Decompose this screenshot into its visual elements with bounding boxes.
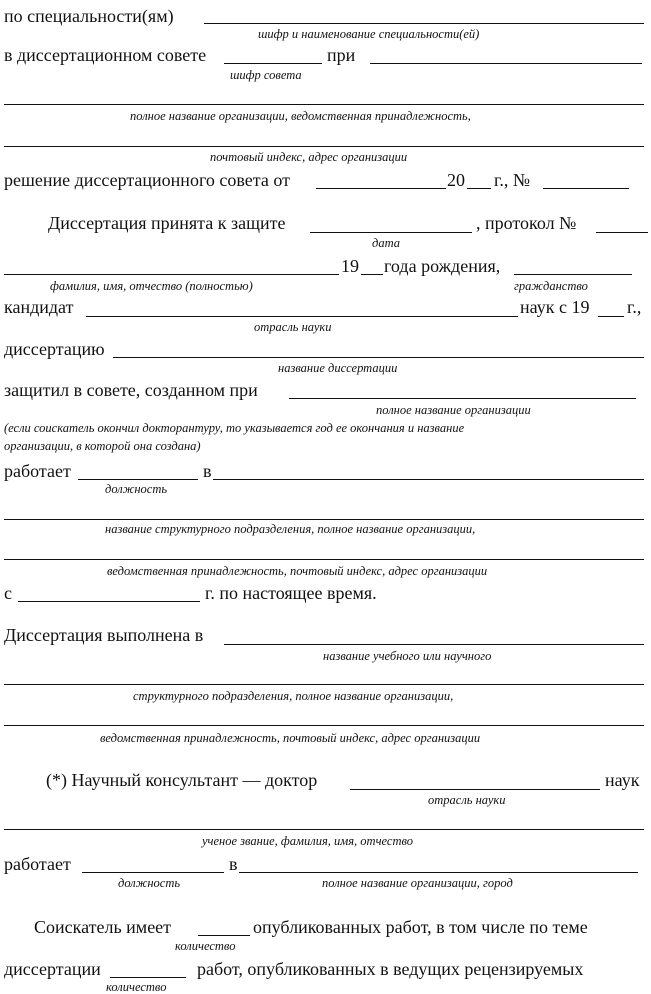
dept-address-field[interactable] bbox=[4, 559, 644, 560]
decision-label: решение диссертационного совета от bbox=[4, 170, 290, 190]
birth-year-field[interactable] bbox=[361, 274, 383, 275]
science-field[interactable] bbox=[86, 316, 518, 317]
consultant-position-caption: должность bbox=[118, 876, 181, 890]
consultant-org-caption: полное название организации, город bbox=[322, 876, 513, 890]
decision-year: 20 bbox=[447, 170, 465, 190]
consultant-science-field[interactable] bbox=[350, 789, 600, 790]
dept-caption: название структурного подразделения, полное название организации, bbox=[105, 522, 476, 536]
pub2-count-field[interactable] bbox=[110, 977, 186, 978]
accepted-date-field[interactable] bbox=[310, 232, 472, 233]
done-caption-1: название учебного или научного bbox=[323, 649, 492, 663]
birth-label: года рождения, bbox=[384, 256, 501, 276]
consultant-label: (*) Научный консультант — доктор bbox=[46, 770, 318, 790]
dissertation-label: диссертацию bbox=[4, 339, 105, 359]
consultant-science-caption: отрасль науки bbox=[428, 793, 506, 807]
decision-num: г., № bbox=[494, 170, 531, 190]
pub-label: Соискатель имеет bbox=[34, 917, 172, 937]
since-year-field[interactable] bbox=[18, 601, 200, 602]
done-caption-2: структурного подразделения, полное название организации, bbox=[133, 689, 454, 703]
dissertation-field[interactable] bbox=[113, 357, 644, 358]
qty-caption: количество bbox=[175, 939, 236, 953]
since-label: с bbox=[4, 583, 12, 603]
defended-label: защитил в совете, созданном при bbox=[4, 380, 258, 400]
council-caption: шифр совета bbox=[230, 68, 302, 82]
council-code-field[interactable] bbox=[224, 63, 322, 64]
works-org-field[interactable] bbox=[213, 479, 644, 480]
council-at: при bbox=[327, 45, 356, 65]
candidate-year-field[interactable] bbox=[598, 316, 624, 317]
decision-number-field[interactable] bbox=[543, 188, 629, 189]
consultant-works: работает bbox=[4, 854, 71, 874]
consultant-org-field[interactable] bbox=[239, 872, 638, 873]
consultant-name-field[interactable] bbox=[4, 829, 644, 830]
science-caption: отрасль науки bbox=[254, 320, 332, 334]
date-caption: дата bbox=[372, 236, 401, 250]
fio-field[interactable] bbox=[4, 274, 339, 275]
accepted-label: Диссертация принята к защите bbox=[48, 213, 286, 233]
council-label: в диссертационном совете bbox=[4, 45, 207, 65]
specialty-field[interactable] bbox=[204, 23, 644, 24]
note-line1: (если соискатель окончил докторантуру, то указывается год ее окончания и название bbox=[4, 421, 465, 435]
consultant-tail: наук bbox=[605, 770, 640, 790]
address-field[interactable] bbox=[4, 146, 644, 147]
org-field[interactable] bbox=[4, 104, 644, 105]
position-caption: должность bbox=[105, 482, 168, 496]
org-caption: полное название организации, ведомственная принадлежность, bbox=[130, 109, 471, 123]
consultant-name-caption: ученое звание, фамилия, имя, отчество bbox=[202, 834, 414, 848]
consultant-in: в bbox=[229, 854, 238, 874]
pub-count-field[interactable] bbox=[198, 935, 250, 936]
specialty-caption: шифр и наименование специальности(ей) bbox=[258, 27, 480, 41]
citizenship-caption: гражданство bbox=[514, 279, 588, 293]
note-line2: организации, в которой она создана) bbox=[4, 439, 201, 453]
defended-caption: полное название организации bbox=[376, 403, 531, 417]
done-address-field[interactable] bbox=[4, 725, 644, 726]
fio-caption: фамилия, имя, отчество (полностью) bbox=[50, 279, 253, 293]
decision-year-field[interactable] bbox=[467, 188, 491, 189]
pub2-label: диссертации bbox=[4, 959, 101, 979]
birth-year: 19 bbox=[341, 256, 359, 276]
decision-date-field[interactable] bbox=[316, 188, 446, 189]
done-org-field[interactable] bbox=[224, 644, 644, 645]
dept-field[interactable] bbox=[4, 519, 644, 520]
pub2-label-tail: работ, опубликованных в ведущих рецензируемых bbox=[197, 959, 584, 979]
done-caption-3: ведомственная принадлежность, почтовый индекс, адрес организации bbox=[100, 731, 481, 745]
pub-label-tail: опубликованных работ, в том числе по теме bbox=[253, 917, 588, 937]
done-dept-field[interactable] bbox=[4, 684, 644, 685]
works-label: работает bbox=[4, 461, 71, 481]
dissertation-caption: название диссертации bbox=[278, 361, 398, 375]
candidate-label: кандидат bbox=[4, 297, 74, 317]
citizenship-field[interactable] bbox=[514, 274, 632, 275]
candidate-since-suffix: г., bbox=[627, 297, 642, 317]
protocol-number-field[interactable] bbox=[596, 232, 648, 233]
council-org-field[interactable] bbox=[370, 63, 642, 64]
address-caption: почтовый индекс, адрес организации bbox=[210, 150, 408, 164]
accepted-protocol: , протокол № bbox=[476, 213, 577, 233]
since-tail: г. по настоящее время. bbox=[205, 583, 377, 603]
done-label: Диссертация выполнена в bbox=[4, 625, 204, 645]
defended-org-field[interactable] bbox=[289, 398, 636, 399]
works-in: в bbox=[203, 461, 212, 481]
candidate-since: наук с 19 bbox=[520, 297, 590, 317]
specialty-label: по специальности(ям) bbox=[4, 6, 174, 26]
consultant-position-field[interactable] bbox=[82, 872, 224, 873]
qty-caption-2: количество bbox=[106, 980, 167, 994]
position-field[interactable] bbox=[78, 479, 198, 480]
dept-caption-2: ведомственная принадлежность, почтовый индекс, адрес организации bbox=[107, 564, 488, 578]
